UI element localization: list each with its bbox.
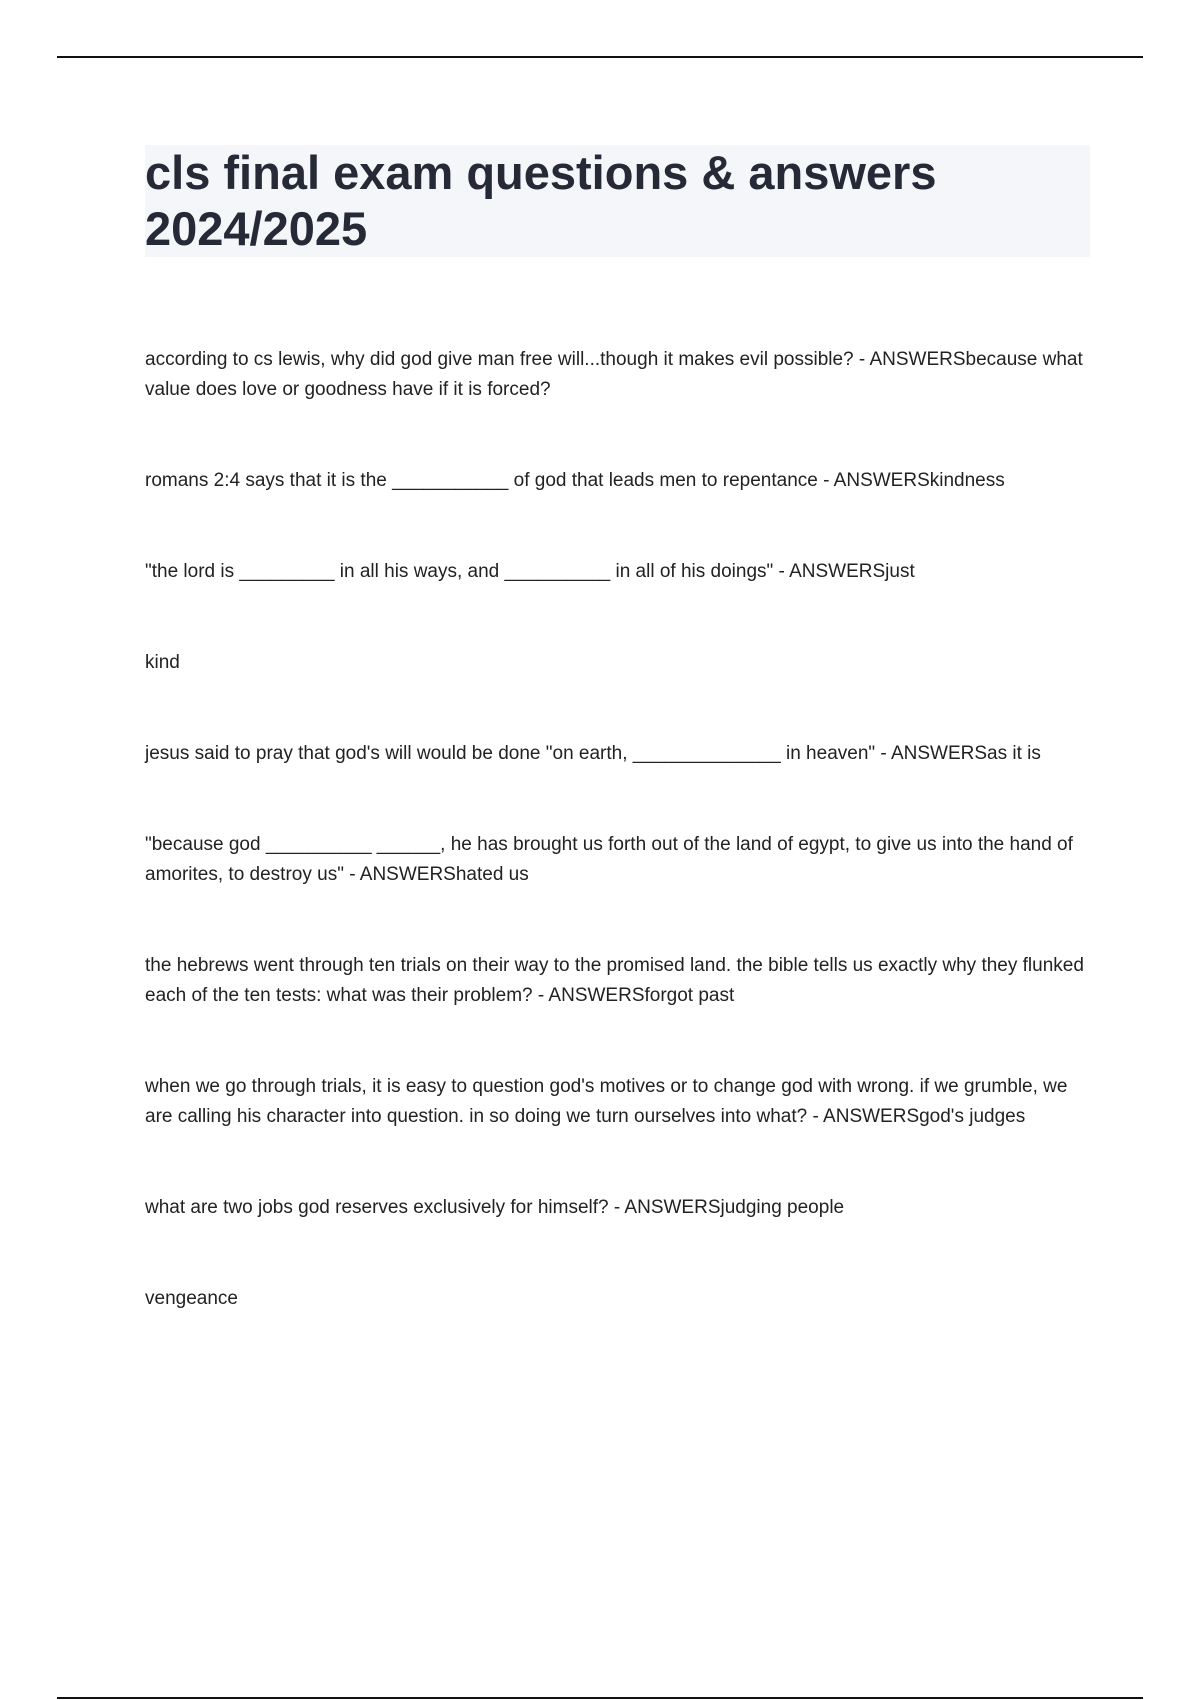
qa-paragraph: "the lord is _________ in all his ways, and __________ in all of his doings" - ANSWERSjust bbox=[145, 561, 915, 582]
document-title: cls final exam questions & answers 2024/2025 bbox=[145, 146, 937, 255]
qa-paragraph: according to cs lewis, why did god give man free will...though it makes evil possible? - ANSWERSbecause what value does love or goodness have if it is forced? bbox=[145, 349, 1083, 400]
qa-paragraph: romans 2:4 says that it is the ___________ of god that leads men to repentance - ANSWERSkindness bbox=[145, 470, 1005, 491]
qa-paragraph: what are two jobs god reserves exclusively for himself? - ANSWERSjudging people bbox=[145, 1197, 845, 1218]
qa-paragraph: kind bbox=[145, 652, 180, 673]
qa-paragraph: jesus said to pray that god's will would be done "on earth, ______________ in heaven" - ANSWERSas it is bbox=[145, 743, 1041, 764]
qa-paragraph: when we go through trials, it is easy to question god's motives or to change god with wrong. if we grumble, we are calling his character into question. in so doing we turn ourselves into what? - ANSWERSgod's judges bbox=[145, 1076, 1068, 1127]
top-rule bbox=[57, 56, 1143, 58]
qa-paragraph: "because god __________ ______, he has brought us forth out of the land of egypt, to give us into the hand of amorites, to destroy us" - ANSWERShated us bbox=[145, 834, 1073, 885]
qa-paragraph: vengeance bbox=[145, 1288, 238, 1309]
qa-paragraph: the hebrews went through ten trials on their way to the promised land. the bible tells us exactly why they flunked each of the ten tests: what was their problem? - ANSWERSforgot past bbox=[145, 955, 1084, 1006]
qa-list bbox=[145, 345, 1090, 1314]
bottom-rule bbox=[57, 1697, 1143, 1699]
title-banner bbox=[145, 145, 1090, 257]
